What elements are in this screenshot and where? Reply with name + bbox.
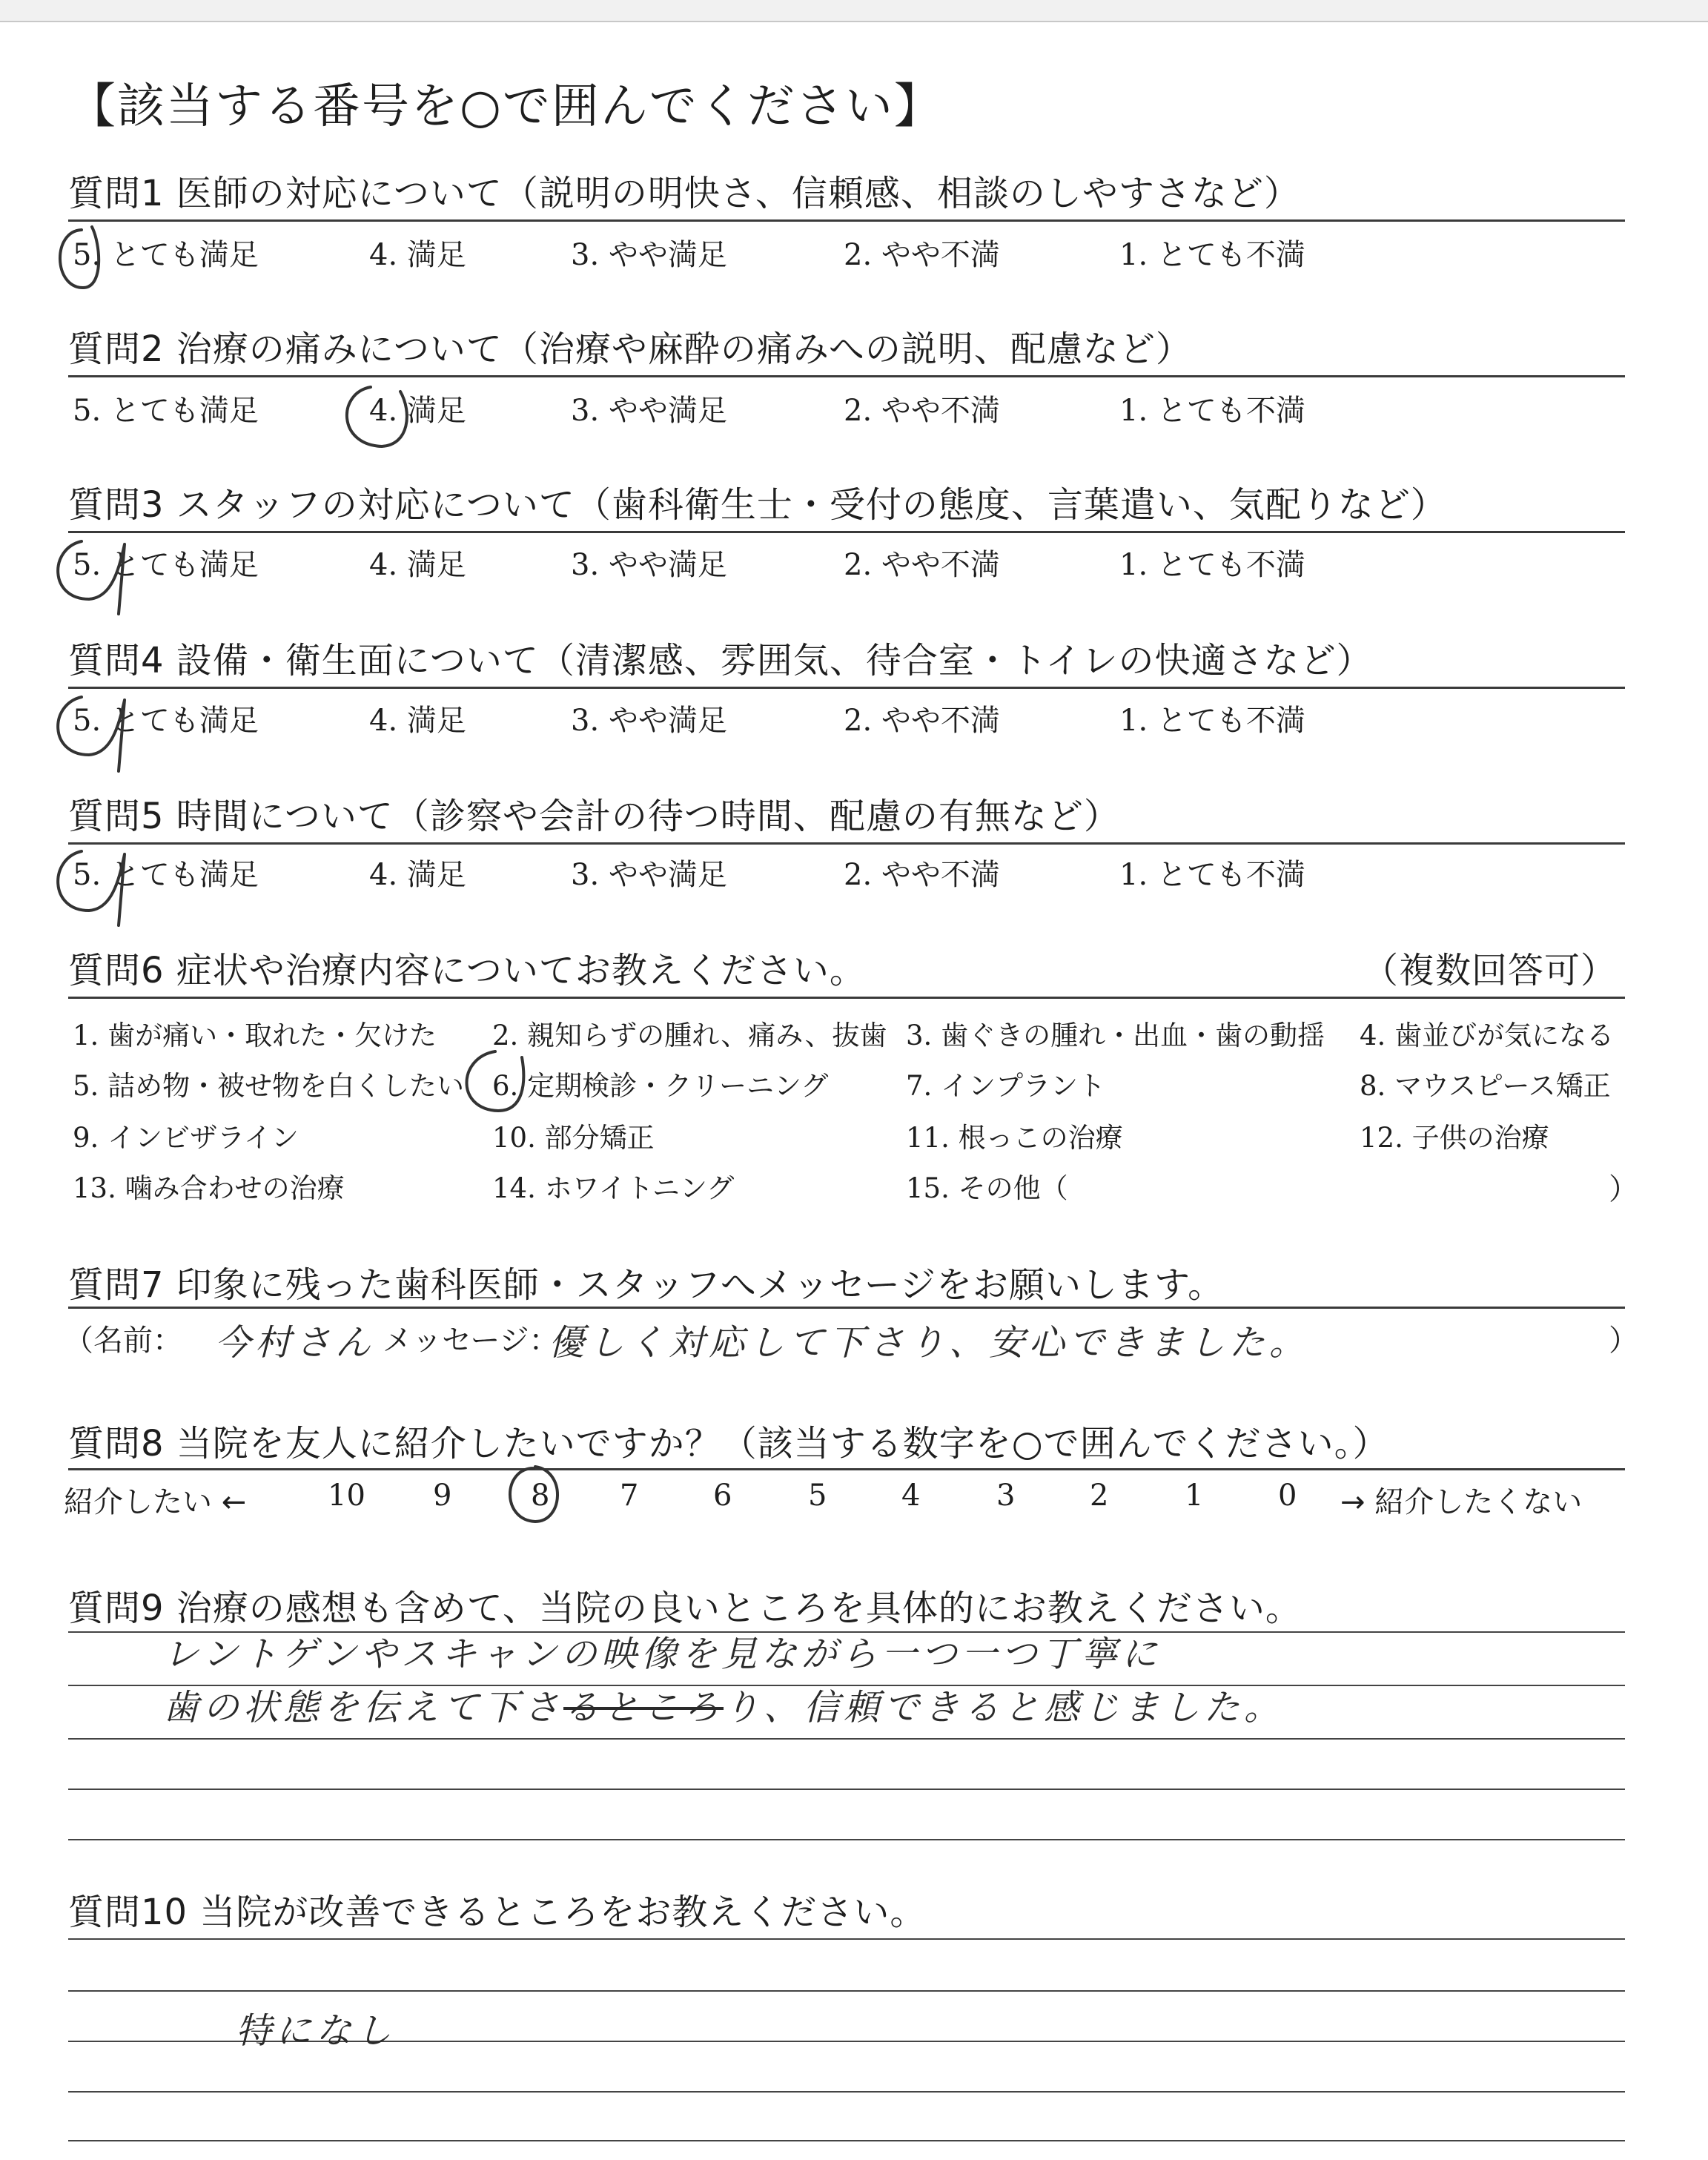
q3-option-2[interactable]: 2. やや不満: [844, 548, 1000, 582]
q1-option-5[interactable]: 5. とても満足: [73, 238, 259, 272]
q3-option-5[interactable]: 5. とても満足: [73, 548, 259, 582]
q4-selection-circle: [58, 697, 125, 771]
q4-option-1[interactable]: 1. とても不満: [1119, 704, 1305, 738]
q8-scale-1[interactable]: 1: [1185, 1479, 1204, 1513]
question-7-heading: 質問7 印象に残った歯科医師・スタッフへメッセージをお願いします。: [68, 1264, 1225, 1306]
q1-option-4[interactable]: 4. 満足: [369, 238, 466, 272]
q2-option-5[interactable]: 5. とても満足: [73, 394, 259, 428]
q3-option-1[interactable]: 1. とても不満: [1119, 548, 1305, 582]
question-1-heading: 質問1 医師の対応について（説明の明快さ、信頼感、相談のしやすさなど）: [68, 173, 1300, 214]
q6-option-11[interactable]: 11. 根っこの治療: [906, 1122, 1123, 1154]
q8-scale-5[interactable]: 5: [808, 1479, 827, 1513]
q8-scale-10[interactable]: 10: [328, 1479, 365, 1513]
q10-answer-handwritten[interactable]: 特になし: [236, 2010, 397, 2052]
q3-option-3[interactable]: 3. やや満足: [571, 548, 727, 582]
q8-selection-circle: [510, 1467, 557, 1522]
question-8-heading: 質問8 当院を友人に紹介したいですか？（該当する数字を○で囲んでください。）: [68, 1423, 1389, 1464]
q1-option-3[interactable]: 3. やや満足: [571, 238, 727, 272]
q2-selection-circle: [347, 387, 407, 446]
q6-option-13[interactable]: 13. 噛み合わせの治療: [73, 1172, 345, 1204]
q2-option-3[interactable]: 3. やや満足: [571, 394, 727, 428]
q6-option-6[interactable]: 6. 定期検診・クリーニング: [492, 1070, 829, 1102]
q7-name-label: （名前：: [64, 1324, 182, 1358]
q6-other-close-paren: ）: [1609, 1172, 1638, 1206]
q4-option-3[interactable]: 3. やや満足: [571, 704, 727, 738]
q8-scale-2[interactable]: 2: [1090, 1479, 1109, 1513]
q5-option-3[interactable]: 3. やや満足: [571, 858, 727, 892]
q5-option-4[interactable]: 4. 満足: [369, 858, 466, 892]
q8-scale-3[interactable]: 3: [996, 1479, 1016, 1513]
question-6-heading: 質問6 症状や治療内容についてお教えください。: [68, 950, 866, 991]
q5-selection-circle: [58, 851, 125, 925]
q6-option-10[interactable]: 10. 部分矯正: [492, 1122, 655, 1154]
question-9-heading: 質問9 治療の感想も含めて、当院の良いところを具体的にお教えください。: [68, 1588, 1302, 1629]
q7-name-handwritten[interactable]: 今村さん: [215, 1322, 376, 1364]
q8-scale-4[interactable]: 4: [901, 1479, 921, 1513]
q6-option-7[interactable]: 7. インプラント: [906, 1070, 1106, 1102]
q5-option-1[interactable]: 1. とても不満: [1119, 858, 1305, 892]
question-2-heading: 質問2 治療の痛みについて（治療や麻酔の痛みへの説明、配慮など）: [68, 328, 1192, 370]
q8-right-label: → 紹介したくない: [1340, 1485, 1583, 1519]
q1-option-1[interactable]: 1. とても不満: [1119, 238, 1305, 272]
q9-answer-text-a: 歯の状態を伝えて下さ: [163, 1687, 564, 1728]
q2-option-1[interactable]: 1. とても不満: [1119, 394, 1305, 428]
question-5-heading: 質問5 時間について（診察や会計の待つ時間、配慮の有無など）: [68, 796, 1120, 837]
q6-option-2[interactable]: 2. 親知らずの腫れ、痛み、抜歯: [492, 1020, 887, 1051]
q6-option-3[interactable]: 3. 歯ぐきの腫れ・出血・歯の動揺: [906, 1020, 1325, 1051]
q5-option-5[interactable]: 5. とても満足: [73, 858, 259, 892]
q6-option-12[interactable]: 12. 子供の治療: [1360, 1122, 1549, 1154]
question-6-note: （複数回答可）: [1363, 950, 1618, 991]
question-4-heading: 質問4 設備・衛生面について（清潔感、雰囲気、待合室・トイレの快適さなど）: [68, 640, 1373, 681]
q6-option-9[interactable]: 9. インビザライン: [73, 1122, 299, 1154]
q4-option-5[interactable]: 5. とても満足: [73, 704, 259, 738]
q7-close-paren: ）: [1609, 1324, 1638, 1358]
q6-option-8[interactable]: 8. マウスピース矯正: [1360, 1070, 1611, 1102]
q6-option-15[interactable]: 15. その他（: [906, 1172, 1068, 1204]
q9-answer-text-b: り、信頼できると感じました。: [724, 1687, 1285, 1728]
q8-scale-7[interactable]: 7: [620, 1479, 639, 1513]
q8-left-label: 紹介したい ←: [64, 1485, 247, 1519]
q1-option-2[interactable]: 2. やや不満: [844, 238, 1000, 272]
q8-scale-8[interactable]: 8: [531, 1479, 550, 1513]
q2-option-4[interactable]: 4. 満足: [369, 394, 466, 428]
q6-option-14[interactable]: 14. ホワイトニング: [492, 1172, 735, 1204]
q7-message-handwritten[interactable]: 優しく対応して下さり、安心できました。: [549, 1322, 1310, 1364]
q3-selection-circle: [58, 541, 125, 614]
q1-selection-circle: [60, 227, 99, 288]
q4-option-2[interactable]: 2. やや不満: [844, 704, 1000, 738]
q6-option-4[interactable]: 4. 歯並びが気になる: [1360, 1020, 1615, 1051]
q8-scale-9[interactable]: 9: [433, 1479, 452, 1513]
question-3-heading: 質問3 スタッフの対応について（歯科衛生士・受付の態度、言葉遣い、気配りなど）: [68, 484, 1447, 526]
q6-option-5[interactable]: 5. 詰め物・被せ物を白くしたい: [73, 1070, 465, 1102]
q6-option-1[interactable]: 1. 歯が痛い・取れた・欠けた: [73, 1020, 437, 1051]
q6-selection-circle: [467, 1051, 524, 1111]
q8-scale-6[interactable]: 6: [713, 1479, 732, 1513]
question-10-heading: 質問10 当院が改善できるところをお教えください。: [68, 1892, 927, 1933]
q3-option-4[interactable]: 4. 満足: [369, 548, 466, 582]
q7-message-label: メッセージ：: [383, 1324, 559, 1358]
q5-option-2[interactable]: 2. やや不満: [844, 858, 1000, 892]
q9-answer-line-1[interactable]: レントゲンやスキャンの映像を見ながら一つ一つ丁寧に: [163, 1634, 1162, 1675]
q9-answer-struck-text: るところ: [563, 1687, 724, 1728]
q8-scale-0[interactable]: 0: [1278, 1479, 1297, 1513]
q2-option-2[interactable]: 2. やや不満: [844, 394, 1000, 428]
q4-option-4[interactable]: 4. 満足: [369, 704, 466, 738]
page-title: 【該当する番号を○で囲んでください】: [68, 79, 943, 134]
